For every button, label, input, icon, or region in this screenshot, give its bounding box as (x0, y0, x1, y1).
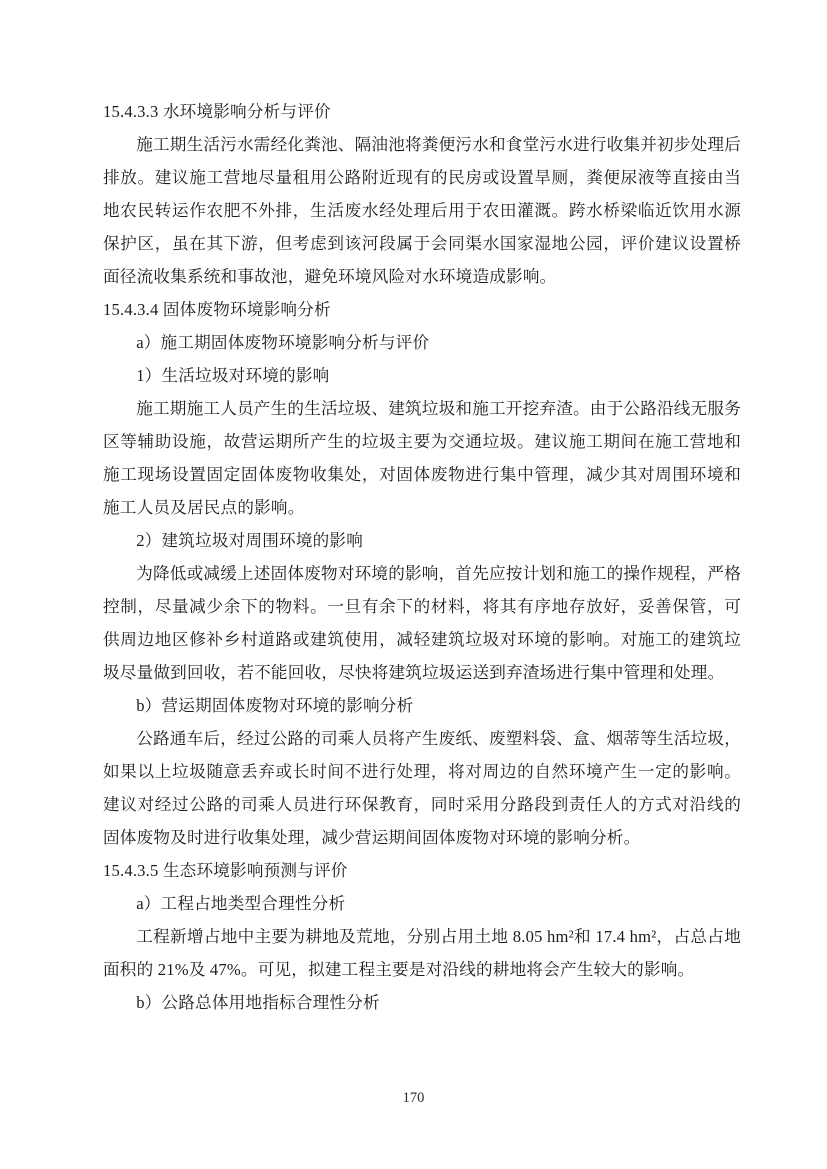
paragraph-operation-solid-waste: 公路通车后，经过公路的司乘人员将产生废纸、废塑料袋、盒、烟蒂等生活垃圾，如果以上垃圾随意丢弃或长时间不进行处理，将对周边的自然环境产生一定的影响。建议对经过公路的司乘人员进行环保教育，同时采用分路段到责任人的方式对沿线的固体废物及时进行收集处理，减少营运期间固体废物对环境的影响分析。 (103, 729, 741, 847)
paragraph-wastewater: 施工期生活污水需经化粪池、隔油池将粪便污水和食堂污水进行收集并初步处理后排放。建议施工营地尽量租用公路附近现有的民房或设置旱厕，粪便尿液等直接由当地农民转运作农肥不外排，生活废水经处理后用于农田灌溉。跨水桥梁临近饮用水源保护区，虽在其下游，但考虑到该河段属于会同渠水国家湿地公园，评价建议设置桥面径流收集系统和事故池，避免环境风险对水环境造成影响。 (103, 135, 741, 286)
sub-item-2-construction-garbage: 2）建筑垃圾对周围环境的影响 (136, 531, 364, 550)
paragraph-land-occupation: 工程新增占地中主要为耕地及荒地，分别占用土地 8.05 hm²和 17.4 hm²，占总占地面积的 21%及 47%。可见，拟建工程主要是对沿线的耕地将会产生较大的影响。 (103, 927, 741, 979)
section-heading-15435: 15.4.3.5 生态环境影响预测与评价 (103, 861, 348, 880)
sub-item-b-operation-solid-waste: b）营运期固体废物对环境的影响分析 (136, 696, 414, 715)
section-heading-15433: 15.4.3.3 水环境影响分析与评价 (103, 102, 331, 121)
paragraph-construction-garbage: 为降低或减缓上述固体废物对环境的影响，首先应按计划和施工的操作规程，严格控制，尽量减少余下的物料。一旦有余下的材料，将其有序地存放好，妥善保管，可供周边地区修补乡村道路或建筑使用，减轻建筑垃圾对环境的影响。对施工的建筑垃圾尽量做到回收，若不能回收，尽快将建筑垃圾运送到弃渣场进行集中管理和处理。 (103, 564, 741, 682)
paragraph-domestic-garbage: 施工期施工人员产生的生活垃圾、建筑垃圾和施工开挖弃渣。由于公路沿线无服务区等辅助设施，故营运期所产生的垃圾主要为交通垃圾。建议施工期间在施工营地和施工现场设置固定固体废物收集处，对固体废物进行集中管理，减少其对周围环境和施工人员及居民点的影响。 (103, 399, 741, 517)
section-heading-15434: 15.4.3.4 固体废物环境影响分析 (103, 300, 331, 319)
sub-item-a-land-occupation-type: a）工程占地类型合理性分析 (136, 894, 346, 913)
page-number: 170 (402, 1090, 425, 1106)
document-body (103, 95, 741, 1019)
sub-item-1-domestic-garbage: 1）生活垃圾对环境的影响 (136, 366, 330, 385)
sub-item-a-construction-solid-waste: a）施工期固体废物环境影响分析与评价 (136, 333, 430, 352)
sub-item-b-land-use-index: b）公路总体用地指标合理性分析 (136, 993, 380, 1012)
